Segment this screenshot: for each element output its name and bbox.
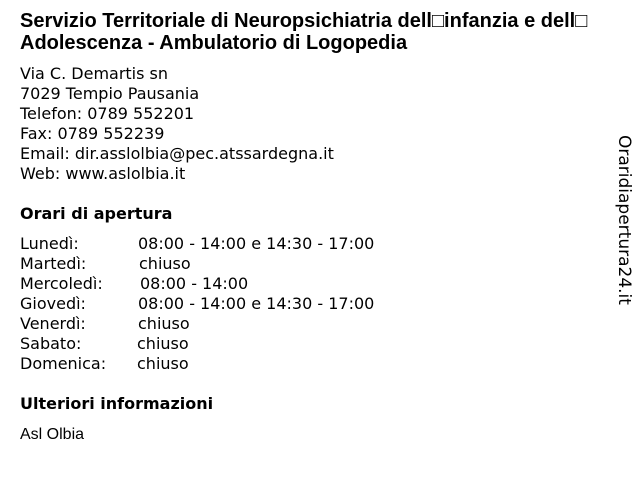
opening-hours-heading: Orari di apertura (20, 204, 173, 223)
day-label: Venerdì: (20, 314, 86, 333)
city: 7029 Tempio Pausania (20, 84, 200, 103)
further-info-text: Asl Olbia (20, 426, 85, 443)
time-value: chiuso (139, 254, 191, 273)
further-info-heading: Ulteriori informazioni (20, 394, 214, 413)
website: Web: www.aslolbia.it (20, 164, 186, 183)
time-value: 08:00 - 14:00 e 14:30 - 17:00 (138, 234, 375, 253)
day-label: Mercoledì: (20, 274, 103, 293)
day-label: Lunedì: (20, 234, 79, 253)
time-value: chiuso (137, 354, 189, 373)
day-label: Domenica: (20, 354, 107, 373)
address-block (20, 64, 334, 184)
time-value: 08:00 - 14:00 (140, 274, 249, 293)
day-label: Martedì: (20, 254, 87, 273)
site-watermark: Oraridiapertura24.it (614, 135, 634, 305)
street-address: Via C. Demartis sn (20, 64, 169, 83)
time-value: 08:00 - 14:00 e 14:30 - 17:00 (138, 294, 375, 313)
page-title: Servizio Territoriale di Neuropsichiatria dell□infanzia e dell□Adolescenza - Ambulatorio di Logopedia (20, 10, 588, 54)
day-label: Sabato: (20, 334, 82, 353)
time-value: chiuso (137, 334, 189, 353)
fax-number: Fax: 0789 552239 (20, 124, 165, 143)
day-label: Giovedì: (20, 294, 86, 313)
time-value: chiuso (138, 314, 190, 333)
phone-number: Telefon: 0789 552201 (20, 104, 195, 123)
email-address: Email: dir.asslolbia@pec.atssardegna.it (20, 144, 334, 163)
